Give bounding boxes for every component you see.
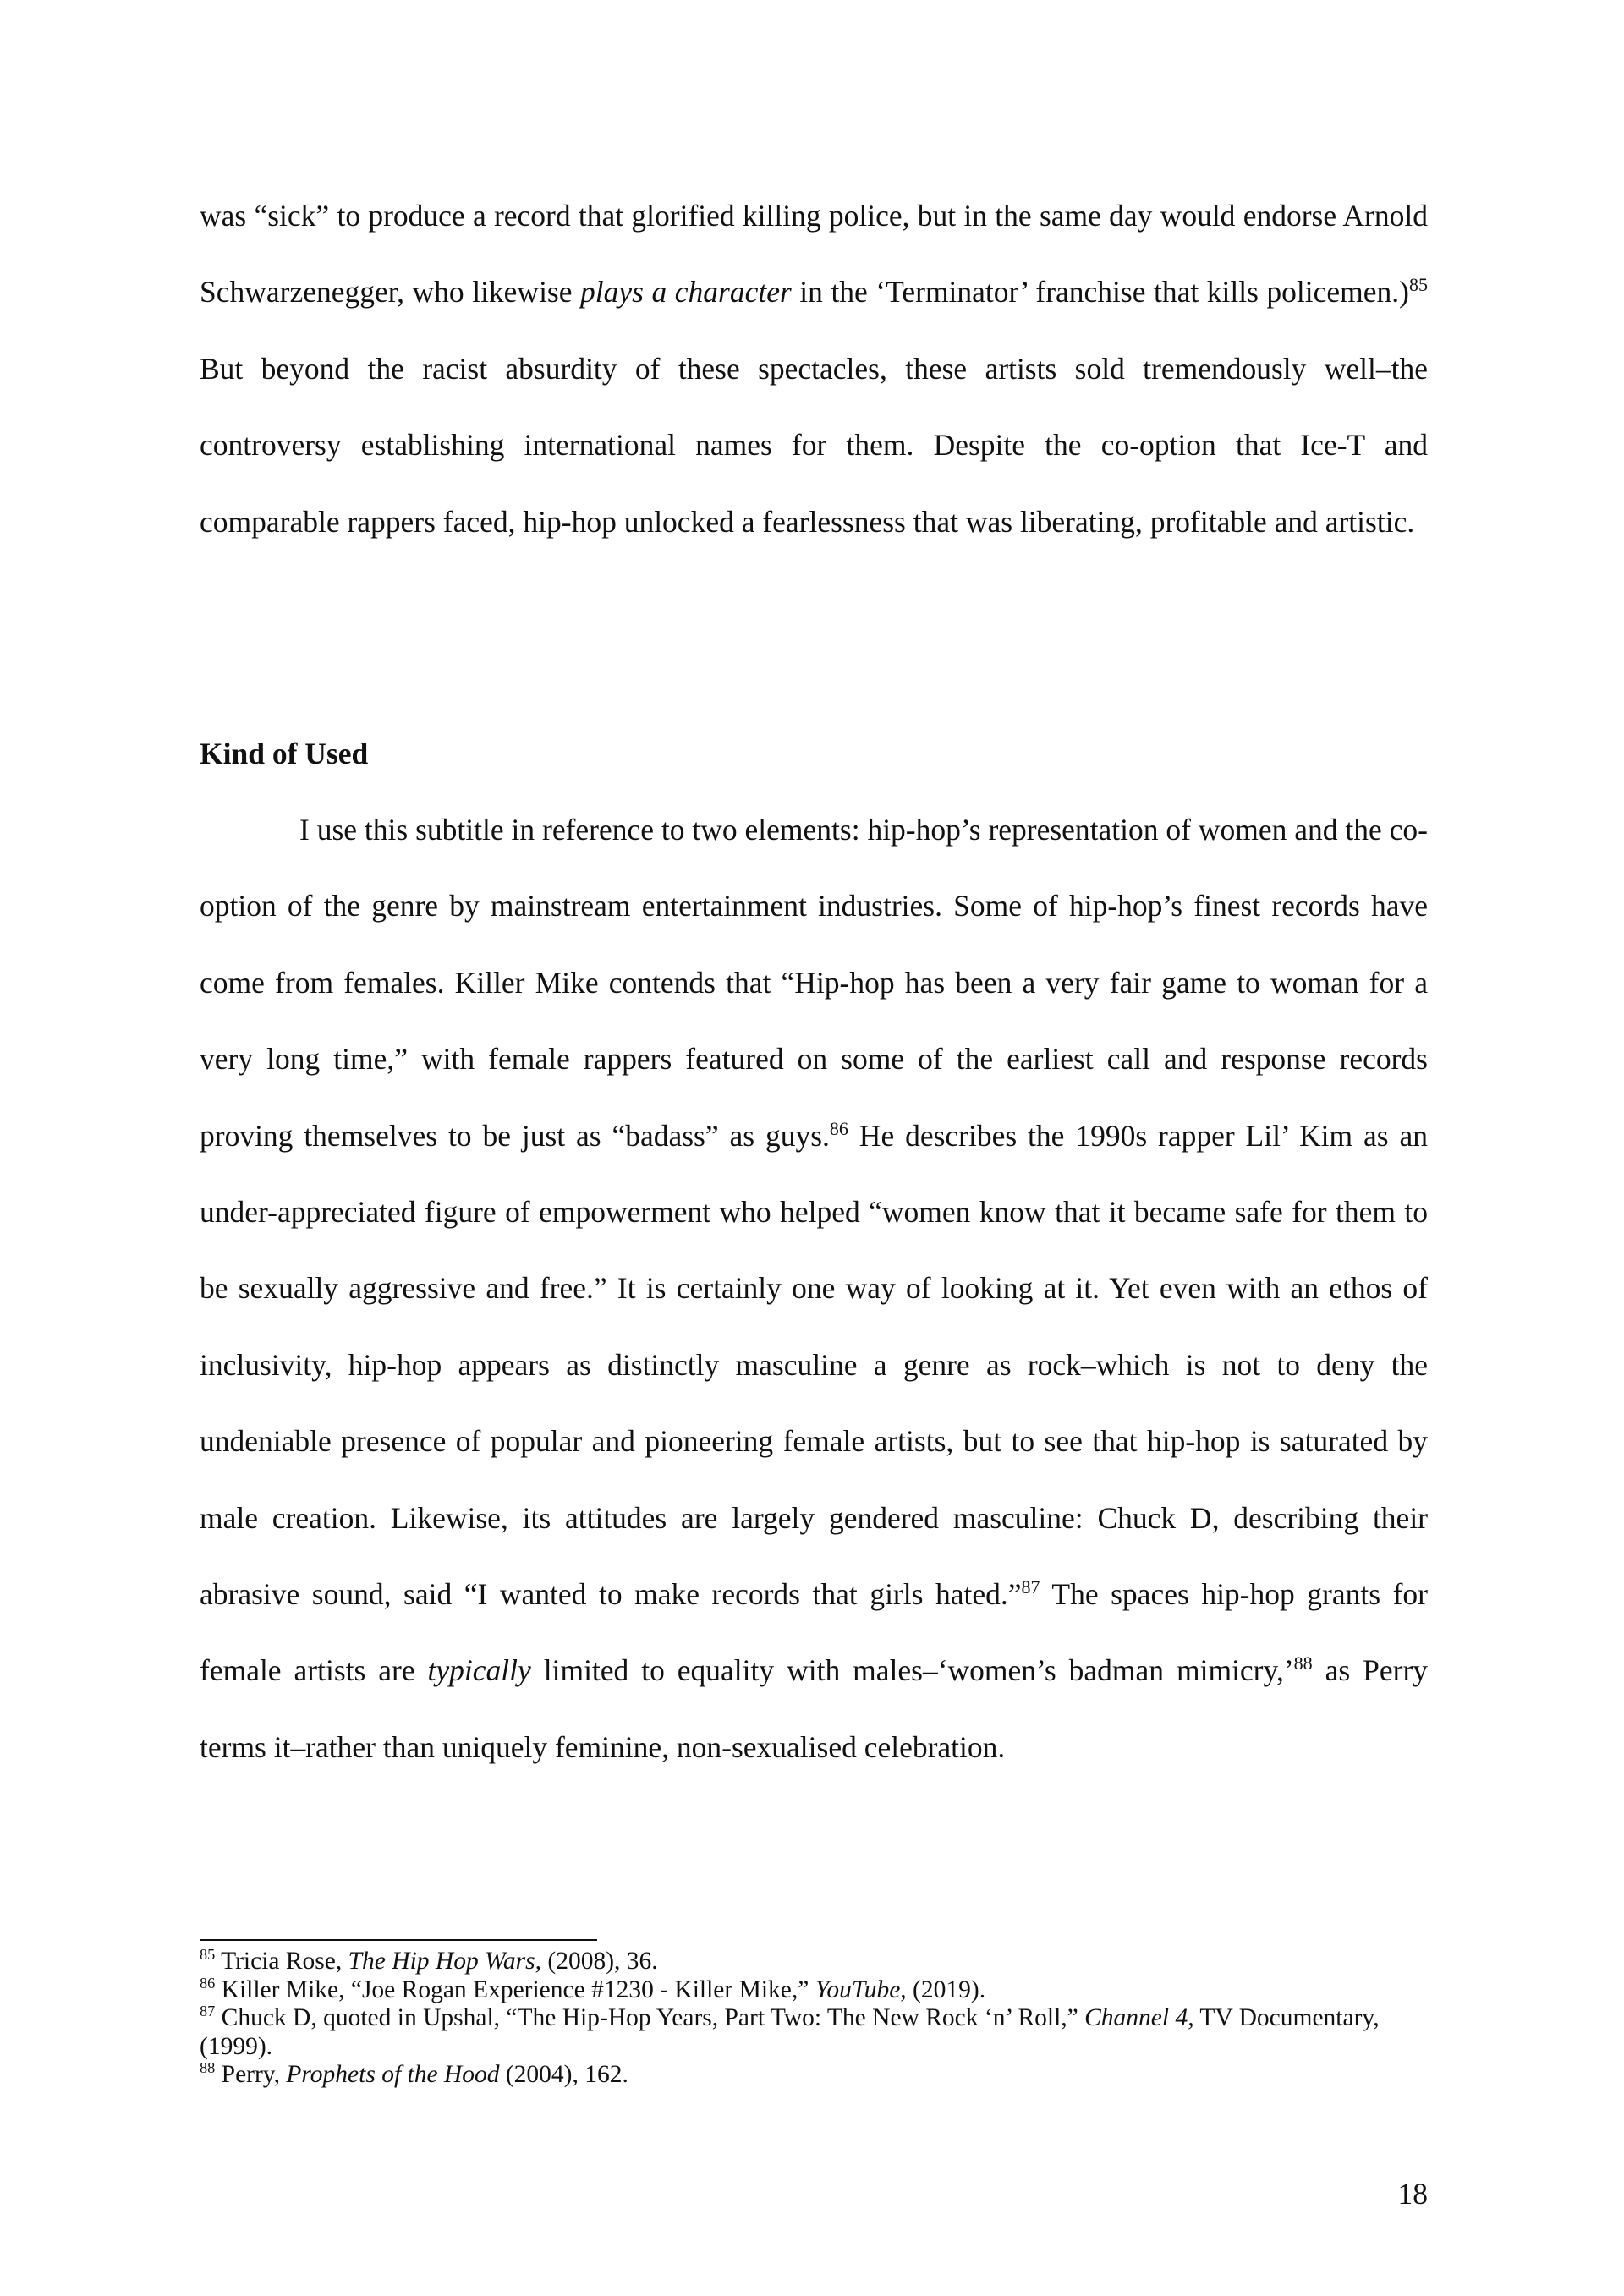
text-run: was “sick” to produce a record that glorified killing police, but in the same day would endorse Arnold Schwarzenegger, who likewise xyxy=(200,199,1428,310)
italic-text-run: The Hip Hop Wars, xyxy=(348,1948,542,1975)
text-run: limited to equality with males–‘women’s badman mimicry,’ xyxy=(530,1653,1294,1688)
text-run: (2008), 36. xyxy=(541,1948,658,1975)
text-run: TV Documentary, (1999). xyxy=(200,2004,1380,2060)
italic-text-run: Prophets of the Hood xyxy=(286,2061,500,2088)
italic-text-run: YouTube xyxy=(815,1975,901,2003)
italic-text-run: Channel 4, xyxy=(1084,2004,1194,2031)
body-paragraph xyxy=(200,178,1428,560)
footnote-reference[interactable]: 88 xyxy=(1293,1652,1313,1674)
footnote-number: 85 xyxy=(200,1946,216,1964)
footnote-reference[interactable]: 87 xyxy=(1021,1576,1040,1598)
text-run: in the ‘Terminator’ franchise that kills policemen.) xyxy=(791,275,1409,310)
section-heading: Kind of Used xyxy=(200,737,369,770)
text-run: He describes the 1990s rapper Lil’ Kim as an under-appreciated figure of empowerment who helped “women know that it became safe for them to be sexually aggressive and free.” It is certainly one way of looking at it. Yet even with an ethos of inclusivity, hip-hop appears as distinctly masculine a genre as rock–which is not to deny the undeniable presence of popular and pioneering female artists, but to see that hip-hop is saturated by male creation. Likewise, its attitudes are largely gendered masculine: Chuck D, describing their abrasive sound, said “I wanted to make records that girls hated.” xyxy=(200,1118,1429,1612)
footnote-number: 87 xyxy=(200,2003,216,2020)
footnote-reference[interactable]: 86 xyxy=(829,1117,848,1139)
italic-text-run: typically xyxy=(427,1653,531,1688)
footnote xyxy=(200,2004,1428,2061)
text-run: , (2019). xyxy=(900,1975,986,2003)
text-run: The spaces hip-hop grants for female artists are xyxy=(200,1577,1428,1688)
text-run: But beyond the racist absurdity of these spectacles, these artists sold tremendously well–the controversy establishing international names for them. Despite the co-option that Ice-T and comparable rappers faced, hip-hop unlocked a fearlessness that was liberating, profitable and artistic. xyxy=(200,351,1428,539)
footnote xyxy=(200,2061,1428,2090)
footnote-separator xyxy=(200,1939,597,1941)
text-run: Tricia Rose, xyxy=(221,1948,348,1975)
body-paragraph xyxy=(200,792,1428,1785)
footnote xyxy=(200,1976,1428,2005)
text-run: Chuck D, quoted in Upshal, “The Hip-Hop Years, Part Two: The New Rock ‘n’ Roll,” xyxy=(221,2004,1085,2031)
page-number: 18 xyxy=(1397,2177,1428,2211)
text-run: (2004), 162. xyxy=(499,2061,628,2088)
footnote xyxy=(200,1948,1428,1976)
footnotes xyxy=(200,1948,1428,2090)
footnote-reference[interactable]: 85 xyxy=(1409,274,1428,296)
footnote-number: 88 xyxy=(200,2059,216,2077)
text-run: as Perry terms it–rather than uniquely feminine, non-sexualised celebration. xyxy=(200,1653,1429,1764)
text-run: Perry, xyxy=(221,2061,287,2088)
text-run: I use this subtitle in reference to two elements: hip-hop’s representation of women and the co-option of the genre by mainstream entertainment industries. Some of hip-hop’s finest records have come from females. Killer Mike contends that “Hip-hop has been a very fair game to woman for a very long time,” with female rappers featured on some of the earliest call and response records proving themselves to be just as “badass” as guys. xyxy=(200,813,1428,1153)
footnote-number: 86 xyxy=(200,1974,216,1992)
text-run: Killer Mike, “Joe Rogan Experience #1230 - Killer Mike,” xyxy=(221,1975,815,2003)
italic-text-run: plays a character xyxy=(580,275,792,310)
